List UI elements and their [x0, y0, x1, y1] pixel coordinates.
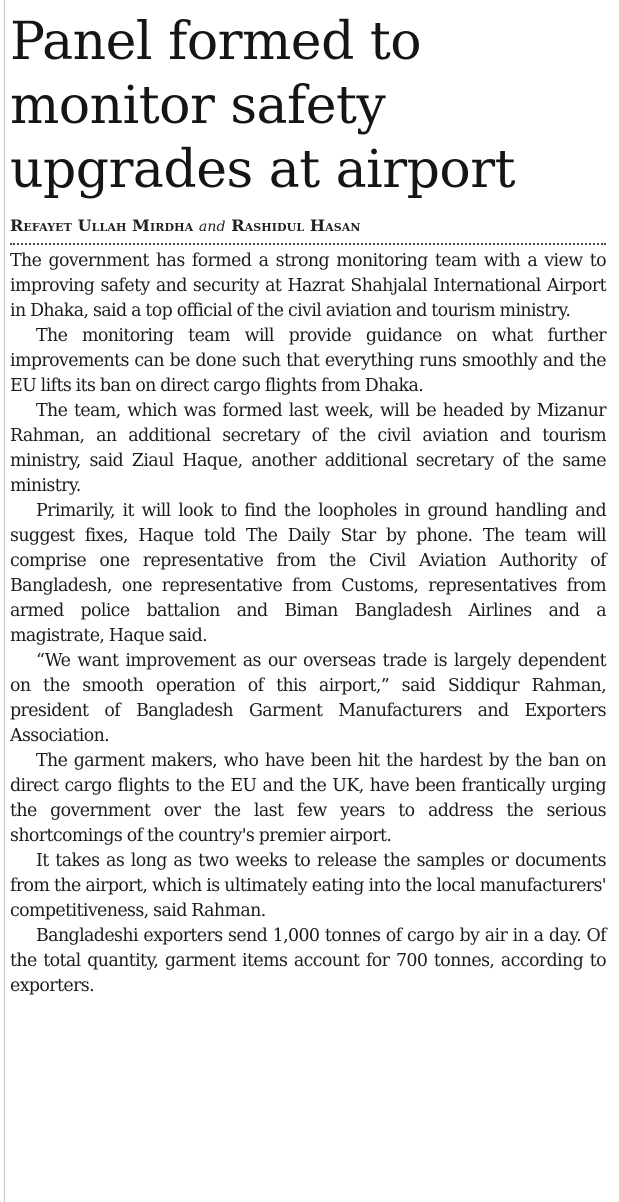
article-body	[10, 249, 606, 999]
byline	[10, 216, 606, 235]
paragraph: The team, which was formed last week, will be headed by Mizanur Rahman, an additional secretary of the civil aviation and tourism ministry, said Ziaul Haque, another additional secretary of the same ministry.	[10, 401, 606, 496]
paragraph: The monitoring team will provide guidance on what further improvements can be done such that everything runs smoothly and the EU lifts its ban on direct cargo flights from Dhaka.	[10, 326, 606, 396]
paragraph: It takes as long as two weeks to release the samples or documents from the airport, which is ultimately eating into the local manufacturers' competitiveness, said Rahman.	[10, 851, 606, 921]
paragraph: The government has formed a strong monitoring team with a view to improving safety and security at Hazrat Shahjalal International Airport in Dhaka, said a top official of the civil aviation and tourism ministry.	[10, 251, 606, 321]
column-rule	[4, 0, 5, 1202]
headline	[10, 10, 606, 202]
dotted-divider	[10, 243, 606, 245]
headline-line: Panel formed to	[10, 12, 422, 72]
paragraph: Bangladeshi exporters send 1,000 tonnes of cargo by air in a day. Of the total quantity, garment items account for 700 tonnes, according to exporters.	[10, 926, 606, 996]
byline-conjunction: and	[198, 219, 226, 235]
headline-line: monitor safety	[10, 76, 386, 136]
byline-author: Refayet Ullah Mirdha	[10, 216, 194, 235]
byline-author: Rashidul Hasan	[231, 216, 361, 235]
paragraph: “We want improvement as our overseas trade is largely dependent on the smooth operation of this airport,” said Siddiqur Rahman, president of Bangladesh Garment Manufacturers and Exporters Association.	[10, 651, 606, 746]
headline-line: upgrades at airport	[10, 140, 515, 200]
paragraph: Primarily, it will look to find the loopholes in ground handling and suggest fixes, Haque told The Daily Star by phone. The team will comprise one representative from the Civil Aviation Authority of Bangladesh, one representative from Customs, representatives from armed police battalion and Biman Bangladesh Airlines and a magistrate, Haque said.	[10, 501, 606, 646]
news-article	[10, 10, 606, 999]
paragraph: The garment makers, who have been hit the hardest by the ban on direct cargo flights to the EU and the UK, have been frantically urging the government over the last few years to address the serious shortcomings of the country's premier airport.	[10, 751, 606, 846]
